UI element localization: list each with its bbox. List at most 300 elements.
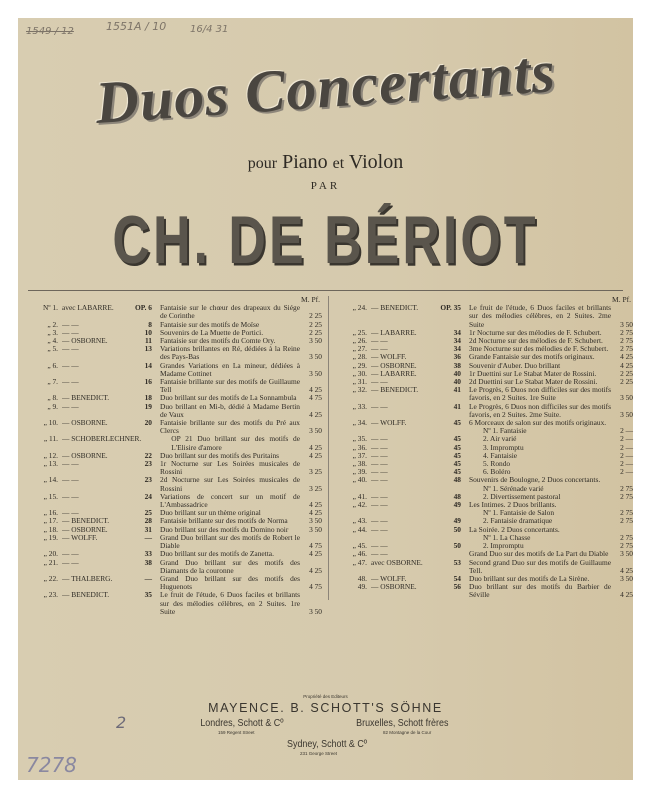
entry-title: Le Progrès, 6 Duos non difficiles sur des motifs favoris, en 2 Suites. 1re Suite [469,385,611,403]
entry-price: 4 25 [309,508,322,518]
entry-meta [333,575,461,583]
entry-price: 3 50 [309,352,322,362]
entry-composer: — SCHOBERLECHNER. [62,435,142,444]
entry-price: 2 75 [620,483,633,493]
publisher-property: Propriété des Editeurs [303,694,348,699]
entry-opus [141,435,163,451]
entry-number: „ 36. [352,442,367,452]
entry-title: 2d Nocturne sur des mélodies de F. Schubert. [469,336,603,346]
entry-composer: — OSBORNE. [62,451,108,460]
entry-composer: — — [371,402,388,411]
entry-title: Le Progrès, 6 Duos non difficiles sur des motifs favoris, en 2 Suites. 2me Suite. [469,401,611,419]
entry-opus: 10 [144,327,152,337]
catalog-entry [333,386,633,402]
entry-opus: 14 [144,360,152,370]
entry-title: 1r Duettini sur Le Stabat Mater de Rossini. [469,368,597,378]
entry-number: „ 24. [352,303,367,313]
entry-price: 2 25 [309,327,322,337]
entry-title: Nº 1. Fantaisie de Salon [483,508,555,518]
entry-composer: — OSBORNE. [371,583,417,592]
entry-opus: 25 [144,508,152,518]
catalog-right-column [328,296,633,600]
entry-title: 2. Fantaisie dramatique [483,516,553,526]
entry-meta [24,329,152,337]
entry-title: 2d Nocturne sur Les Soirées musicales de Rossini [160,475,300,493]
entry-opus: 40 [453,368,461,378]
entry-number: „ 33. [352,401,367,411]
entry-price: 4 75 [309,582,322,592]
entry-title: 4. Fantaisie [483,450,518,460]
entry-meta [24,591,152,616]
divider [28,290,623,291]
entry-composer: avec LABARRE. [62,304,114,313]
entry-number: „ 45. [352,541,367,551]
entry-group-title: 6 Morceaux de salon sur des motifs originaux. [469,418,607,428]
catalog-entry [333,403,633,419]
entry-meta [24,476,152,492]
entry-title: Variations de concert sur un motif de L'Ambassadrice [160,491,300,510]
entry-composer: avec OSBORNE. [371,558,423,567]
price-header: M. Pf. [301,295,320,304]
entry-number: Nº 1. [42,303,58,313]
entry-composer: — LABARRE. [371,369,417,378]
entry-number: „ 29. [352,360,367,370]
subtitle-pour: pour [247,155,278,172]
entry-title: Grand Duo brillant sur des motifs des Huguenots [160,573,300,592]
entry-meta [333,386,461,402]
entry-number: „ 30. [352,368,367,378]
entry-meta [24,493,152,509]
subtitle-et: et [332,155,345,172]
entry-price: 2 75 [620,344,633,354]
entry-price: 2 25 [309,311,322,321]
entry-price: 3 25 [309,483,322,493]
entry-opus: 18 [144,393,152,403]
catalog-entry [24,304,322,320]
entry-price: 4 25 [309,565,322,575]
entry-opus: 36 [453,352,461,362]
entry-composer: — OSBORNE. [62,419,108,428]
entry-price: 4 25 [309,442,322,452]
entry-composer: — WOLFF. [371,353,407,362]
entry-opus: 16 [144,377,152,387]
entry-price: 3 50 [309,516,322,526]
publisher-sydney: Sydney, Schott & Cº [287,738,368,750]
publisher-block [18,694,633,756]
entry-number: „ 17. [43,516,58,526]
entry-number: „ 41. [352,491,367,501]
entry-number: „ 26. [352,336,367,346]
entry-number: „ 20. [43,549,58,559]
entry-price: 3 50 [620,409,633,419]
entry-price: 4 75 [309,541,322,551]
entry-number: „ 37. [352,450,367,460]
entry-group-title: Les Intimes. 2 Duos brillants. [469,500,557,510]
entry-opus: 23 [144,475,152,485]
entry-opus: — [144,532,152,542]
subtitle-piano: Piano [282,151,328,173]
entry-price: 2 75 [620,508,633,518]
entry-number: „ 12. [43,450,58,460]
entry-opus: 22 [144,450,152,460]
entry-number: „ 2. [47,319,58,329]
entry-opus: 48 [453,491,461,501]
handwritten-date: 16/4 31 [190,24,229,35]
entry-price: 2 — [620,467,633,477]
entry-opus: 13 [144,344,152,354]
entry-composer: — BENEDICT. [371,304,419,313]
entry-meta [333,476,461,484]
entry-title: Grandes Variations en La mineur, dédiées à Madame Cottinet [160,360,300,378]
entry-price: 4 25 [620,352,633,362]
catalog-entry [24,460,322,476]
entry-meta [24,394,152,402]
entry-title: Duo brillant en Mi-b, dédié à Madame Bertin de Vaux [160,401,300,419]
entry-meta [24,378,152,394]
entry-meta [24,419,152,435]
entry-title: Duo brillant sur un thème original [160,508,261,518]
entry-composer: — — [62,345,79,354]
entry-meta [24,460,152,476]
entry-opus: 45 [453,442,461,452]
entry-title: OP 21 Duo brillant sur des motifs de L'Elisire d'amore [171,434,300,452]
entry-number: „ 46. [352,549,367,559]
entry-composer: — — [371,378,388,387]
entry-price: 2 — [620,434,633,444]
entry-opus: 50 [453,524,461,534]
entry-number: 48. [357,573,367,583]
entry-composer: — — [371,451,388,460]
entry-title: Duo brillant sur des motifs de La Sirène. [469,573,590,583]
entry-opus: 34 [453,344,461,354]
entry-number: „ 31. [352,377,367,387]
entry-number: „ 27. [352,344,367,354]
entry-composer: — — [62,509,79,518]
catalog-entry [333,559,633,575]
entry-title: 2. Air varié [483,434,517,444]
entry-opus: 45 [453,467,461,477]
catalog-entry [24,575,322,591]
entry-price: 3 50 [620,319,633,329]
entry-composer: — — [371,550,388,559]
entry-number: „ 10. [43,418,58,428]
entry-number: „ 42. [352,500,367,510]
entry-opus: 48 [453,475,461,485]
entry-title: Fantaisie brillante sur des motifs de Norma [160,516,288,526]
entry-group-title: Souvenirs de Boulogne, 2 Duos concertants. [469,475,601,485]
catalog-entry [24,403,322,419]
entry-price: 3 50 [309,426,322,436]
entry-opus: 19 [144,401,152,411]
catalog-entry [24,476,322,492]
composer-name: CH. DE BÉRIOT [112,203,539,279]
score-cover [18,18,633,780]
entry-title: Nº 1. Fantaisie [483,426,527,436]
entry-opus: 41 [453,401,461,411]
entry-title: Souvenir d'Auber. Duo brillant [469,360,561,370]
entry-price: 2 75 [620,327,633,337]
subtitle-violon: Violon [348,151,404,173]
entry-title: Nº 1. La Chasse [483,532,531,542]
entry-meta [333,583,461,599]
entry-title: 2d Duettini sur Le Stabat Mater de Rossini. [469,377,598,387]
entry-title: Le fruit de l'étude, 6 Duos faciles et brillants sur des mélodies célèbres, en 2 Suites. 2me Suite [469,303,611,329]
entry-number: „ 44. [352,524,367,534]
entry-number: „ 39. [352,467,367,477]
entry-opus: 34 [453,336,461,346]
entry-number: „ 16. [43,508,58,518]
entry-composer: — — [62,476,79,485]
entry-composer: — BENEDICT. [62,394,110,403]
entry-price: 4 25 [620,360,633,370]
entry-title: 3. Impromptu [483,442,524,452]
entry-title: Duo brillant sur des motifs de La Sonnambula [160,393,297,403]
entry-number: „ 5. [47,344,58,354]
catalog-entry [24,345,322,361]
entry-meta [24,345,152,361]
handwritten-catalog-number: 7278 [26,753,77,777]
entry-title: Duo brillant sur des motifs des Puritains [160,450,280,460]
entry-opus: 41 [453,385,461,395]
entry-composer: — WOLFF. [371,419,407,428]
entry-title: Fantaisie brillante sur des motifs de Guillaume Tell [160,377,300,395]
entry-price: 4 25 [620,565,633,575]
entry-number: „ 3. [47,327,58,337]
entry-title: Duo brillant sur des motifs du Domino noir [160,524,289,534]
entry-composer: — — [62,558,79,567]
entry-composer: — — [371,468,388,477]
entry-composer: — — [62,402,79,411]
entry-composer: — — [62,361,79,370]
publisher-brussels-address: 82 Montagne de la Cour [383,730,432,735]
entry-composer: — BENEDICT. [62,517,110,526]
handwritten-ref-2: 1551A / 10 [106,20,167,33]
entry-opus: 50 [453,541,461,551]
publisher-london-address: 159 Regent Street [218,730,255,735]
entry-price: 4 25 [309,500,322,510]
entry-price: 3 50 [620,573,633,583]
entry-composer: — OSBORNE. [371,361,417,370]
entry-meta [24,403,152,419]
entry-price: 4 25 [309,450,322,460]
entry-title: 2. Impromptu [483,541,524,551]
entry-price: 3 50 [309,368,322,378]
entry-number: „ 40. [352,475,367,485]
entry-price: 4 25 [309,549,322,559]
publisher-london: Londres, Schott & Cº [200,717,284,729]
entry-composer: — WOLFF. [371,574,407,583]
entry-meta [24,559,152,575]
entry-number: „ 21. [43,557,58,567]
entry-title: 1r Nocturne sur Les Soirées musicales de Rossini [160,459,300,477]
entry-meta [24,321,152,329]
catalog-entry [24,378,322,394]
entry-composer: — LABARRE. [371,328,417,337]
entry-composer: — OSBORNE. [62,525,108,534]
entry-opus: 49 [453,516,461,526]
entry-title: 6. Boléro [483,467,511,477]
entry-composer: — WOLFF. [62,533,98,542]
entry-composer: — — [62,460,79,469]
entry-number: „ 18. [43,524,58,534]
entry-title: Duo brillant sur des motifs de Zanetta. [160,549,274,559]
entry-meta [333,403,461,419]
entry-number: „ 19. [43,532,58,542]
entry-price: 4 25 [309,409,322,419]
entry-opus: 49 [453,500,461,510]
entry-number: „ 43. [352,516,367,526]
entry-number: 49. [357,582,367,592]
catalog-entry [24,362,322,378]
entry-price: 4 25 [620,590,633,600]
entry-meta [24,362,152,378]
entry-number: „ 23. [43,590,58,600]
entry-price: 2 75 [620,516,633,526]
entry-number: „ 7. [47,377,58,387]
entry-composer: — BENEDICT. [62,591,110,600]
entry-number: „ 25. [352,327,367,337]
entry-price: 2 — [620,459,633,469]
handwritten-page-mark: 2 [116,713,127,732]
entry-composer: — — [62,378,79,387]
entry-number: „ 11. [43,434,58,444]
entry-number: „ 13. [43,459,58,469]
entry-opus: 11 [145,336,152,346]
entry-meta [333,419,461,427]
entry-opus: 45 [453,459,461,469]
entry-opus: 31 [144,524,152,534]
catalog-entry [24,435,322,451]
catalog-entry [24,419,322,435]
entry-title: Grand Duo brillant sur des motifs de Robert le Diable [160,532,300,551]
entry-price: 2 — [620,426,633,436]
entry-composer: — — [371,435,388,444]
par-label: PAR [310,180,341,192]
entry-composer: — — [371,525,388,534]
entry-opus: 54 [453,573,461,583]
entry-title: Grand Duo sur des motifs de La Part du Diable [469,549,609,559]
entry-number: „ 47. [352,557,367,567]
entry-title: Grande Fantaisie sur des motifs originaux. [469,352,595,362]
entry-meta [24,575,152,591]
entry-meta [24,435,163,451]
entry-composer: — — [371,501,388,510]
entry-price: 2 75 [620,541,633,551]
entry-meta [333,501,461,509]
entry-price: 2 25 [620,377,633,387]
entry-price: 2 75 [620,491,633,501]
entry-number: „ 35. [352,434,367,444]
catalog-entry [333,583,633,599]
entry-price: 3 25 [309,467,322,477]
publisher-sydney-address: 231 George Street [300,751,338,756]
entry-meta [24,534,152,550]
entry-composer: — — [62,492,79,501]
entry-meta [333,304,461,329]
entry-composer: — — [371,460,388,469]
entry-title: Fantaisie sur le chœur des drapeaux du Siége de Corinthe [160,303,300,321]
entry-opus: 45 [453,434,461,444]
entry-opus: OP. 35 [440,303,461,313]
entry-title: Fantaisie sur des motifs du Comte Ory. [160,336,276,346]
entry-price: 2 75 [620,336,633,346]
entry-meta [24,337,152,345]
entry-title: Fantaisie brillante sur des motifs du Pré aux Clercs [160,418,300,436]
entry-price: 3 50 [309,336,322,346]
entry-opus: 38 [453,360,461,370]
entry-opus: 40 [453,377,461,387]
entry-meta [333,526,461,534]
entry-composer: — BENEDICT. [371,386,419,395]
entry-opus: 45 [453,450,461,460]
entry-opus: 20 [144,418,152,428]
entry-opus: 53 [453,557,461,567]
entry-title: Nº 1. Sérénade varié [483,483,544,493]
catalog-entry [24,559,322,575]
entry-price: 4 25 [309,385,322,395]
entry-number: „ 14. [43,475,58,485]
entry-number: „ 15. [43,491,58,501]
entry-number: „ 28. [352,352,367,362]
publisher-brussels: Bruxelles, Schott frères [356,717,449,729]
entry-title: Le fruit de l'étude, 6 Duos faciles et brillants sur des mélodies célèbres, en 2 Suites. 1re Suite [160,590,300,616]
entry-opus: 24 [144,491,152,501]
catalog-entry [24,493,322,509]
entry-title: Second grand Duo sur des motifs de Guillaume Tell. [469,557,611,575]
entry-composer: — OSBORNE. [62,337,108,346]
publisher-main: MAYENCE. B. SCHOTT'S SÖHNE [208,701,443,715]
entry-title: Duo brillant sur des motifs du Barbier de Séville [469,582,611,600]
entry-opus: 8 [148,319,152,329]
entry-meta [333,559,461,575]
entry-meta [24,304,152,320]
entry-price: 4 75 [309,393,322,403]
entry-number: „ 6. [47,360,58,370]
entry-number: „ 34. [352,418,367,428]
entry-price: 2 — [620,450,633,460]
entry-opus: 35 [144,590,152,600]
catalog-entry [24,591,322,616]
entry-price: 3 50 [620,393,633,403]
entry-opus: OP. 6 [135,303,152,313]
price-header: M. Pf. [612,295,631,304]
entry-title: Fantaisie sur des motifs de Moïse [160,319,260,329]
entry-composer: — THALBERG. [62,574,113,583]
catalog-entry [24,534,322,550]
entry-title: 5. Rondo [483,459,511,469]
entry-price: 3 50 [309,606,322,616]
entry-opus: — [144,573,152,583]
entry-opus: 28 [144,516,152,526]
entry-composer: — — [371,337,388,346]
entry-price: 3 50 [620,549,633,559]
entry-opus: 38 [144,557,152,567]
entry-title: Variations brillantes en Ré, dédiées à la Reine des Pays-Bas [160,344,300,362]
main-title: Duos Concertants [93,37,558,137]
entry-title: Grand Duo brillant sur des motifs des Diamants de la couronne [160,557,300,575]
entry-number: „ 32. [352,385,367,395]
entry-title: 1r Nocturne sur des mélodies de F. Schubert. [469,327,602,337]
entry-price: 2 75 [620,532,633,542]
entry-price: 2 — [620,442,633,452]
entry-composer: — — [62,320,79,329]
entry-opus: 45 [453,418,461,428]
entry-title: 3me Nocturne sur des mélodies de F. Schubert. [469,344,609,354]
entry-number: „ 4. [47,336,58,346]
catalog-left-column [24,296,322,616]
entry-group-title: La Soirée. 2 Duos concertants. [469,524,560,534]
entry-opus: 33 [144,549,152,559]
